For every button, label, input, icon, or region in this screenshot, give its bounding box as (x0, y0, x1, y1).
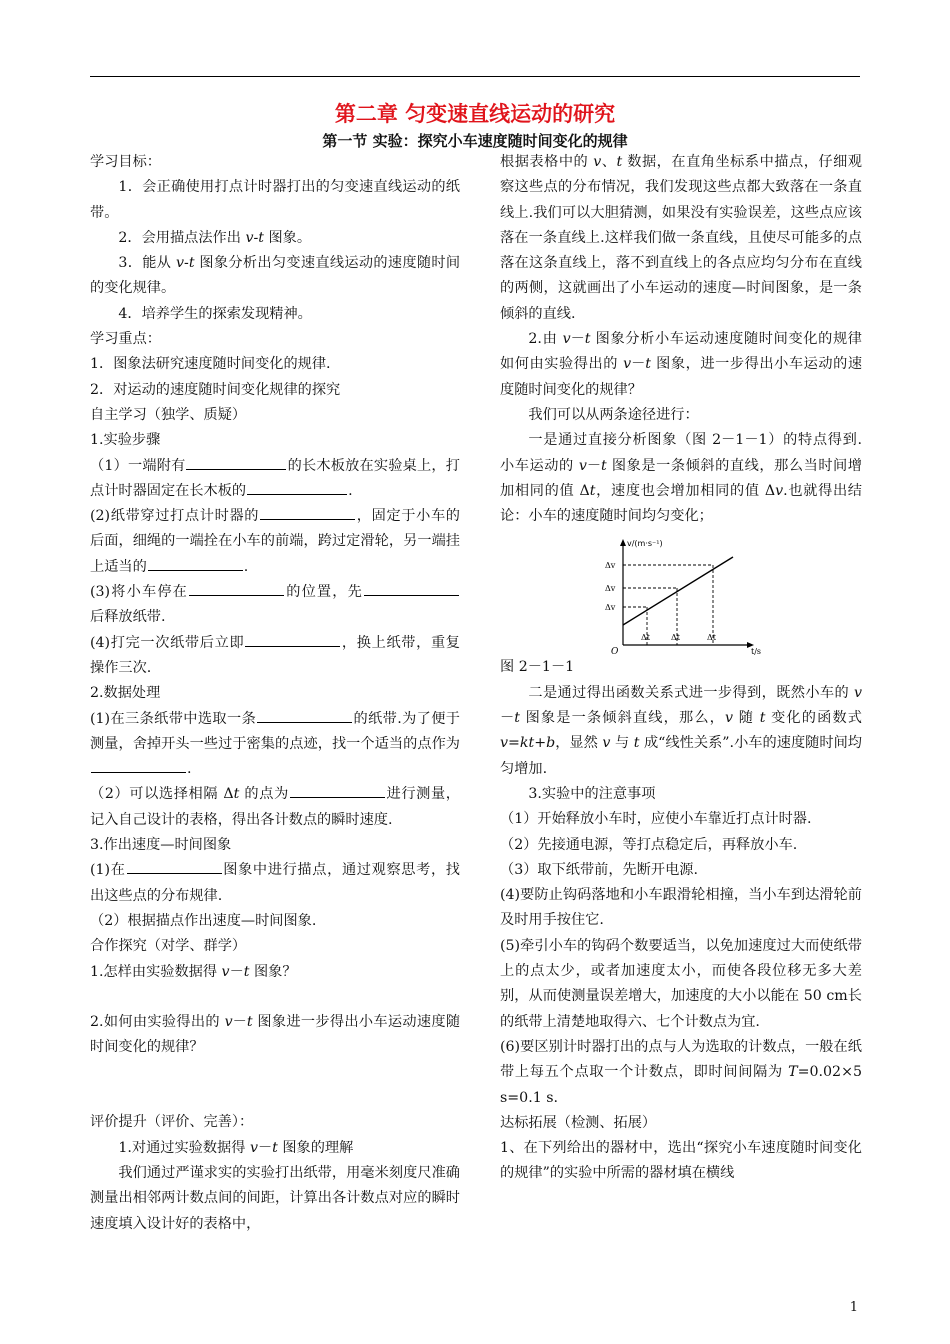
note-3: （3）取下纸带前，先断开电源. (500, 861, 698, 878)
coop-heading: 合作探究（对学、群学） (90, 938, 247, 955)
para-1: 根据表格中的 v、t 数据，在直角坐标系中描点，仔细观察这些点的分布情况，我们发现这些点都大致落在一条直线上.我们可以大胆猜测，如果没有实验误差，这些点应该落在一条直线上.这样我们做一条直线，且使尽可能多的点落在这条直线上，落不到直线上的各点应均匀分布在直线的两侧，这就画出了小车运动的速度—时间图象，是一条倾斜的直线. (500, 154, 862, 322)
self-study-heading: 自主学习（独学、质疑） (90, 406, 247, 423)
vt-figure (500, 537, 862, 655)
right-column (500, 150, 862, 1187)
key-2: 2．对运动的速度随时间变化规律的探究 (90, 381, 341, 398)
x-axis-label: t/s (751, 647, 762, 656)
para-3: 我们可以从两条途径进行： (528, 406, 699, 423)
step-3: (3)将小车停在 的位置，先后释放纸带. (90, 580, 460, 631)
goals-heading: 学习目标： (90, 154, 161, 170)
para-4: 一是通过直接分析图象（图 2－1－1）的特点得到.小车运动的 v－t 图象是一条倾斜的直线，那么当时间增加相同的值 Δt，速度也会增加相同的值 Δv.也就得出结论：小车的速度随时间均匀变化； (500, 432, 862, 525)
question-1: 1.怎样由实验数据得 v－t 图象？ (90, 963, 297, 980)
para-5: 二是通过得出函数关系式进一步得到，既然小车的 v－t 图象是一条倾斜直线，那么，v 随 t 变化的函数式 v=kt+b，显然 v 与 t 成“线性关系”.小车的速度随时间均匀增加. (500, 684, 862, 777)
chapter-title: 第二章 匀变速直线运动的研究 (334, 102, 616, 126)
notes-heading: 3.实验中的注意事项 (528, 785, 656, 802)
graph-heading: 3.作出速度—时间图象 (90, 837, 232, 854)
step-2: (2)纸带穿过打点计时器的 ，固定于小车的后面，细绳的一端拴在小车的前端，跨过定滑轮，另一端挂上适当的 . (90, 504, 460, 580)
eval-heading: 评价提升（评价、完善）： (90, 1114, 254, 1131)
y-axis-label: v/(m·s⁻¹) (627, 539, 663, 549)
delta-v-label: Δv (605, 603, 616, 613)
y-axis-arrow (620, 539, 626, 546)
delta-t-label: Δt (707, 633, 716, 643)
origin-label: O (611, 647, 619, 656)
goal-2: 2．会用描点法作出 v-t 图象。 (118, 229, 312, 246)
fill-blank (290, 782, 385, 798)
data-2: （2）可以选择相隔 Δt 的点为 进行测量，记入自己设计的表格，得出各计数点的瞬时速度. (90, 782, 460, 833)
left-column (90, 150, 460, 1237)
note-2: （2）先接通电源，等打点稳定后，再释放小车. (500, 836, 798, 853)
spacer (90, 1060, 460, 1110)
page-number: 1 (849, 1300, 858, 1315)
step-4: (4)打完一次纸带后立即 ，换上纸带，重复操作三次. (90, 631, 460, 682)
fill-blank (127, 858, 222, 874)
extension-heading: 达标拓展（检测、拓展） (500, 1114, 657, 1131)
delta-v-label: Δv (605, 584, 616, 594)
delta-t-label: Δt (671, 633, 680, 643)
extension-1: 1、在下列给出的器材中，选出“探究小车速度随时间变化的规律”的实验中所需的器材填在横线 (500, 1140, 862, 1182)
goal-3: 3．能从 v-t 图象分析出匀变速直线运动的速度随时间的变化规律。 (90, 255, 461, 297)
key-1: 1．图象法研究速度随时间变化的规律. (90, 356, 331, 373)
note-6: (6)要区别计时器打出的点与人为选取的计数点，一般在纸带上每五个点取一个计数点，即时间间隔为 T=0.02×5 s=0.1 s. (500, 1038, 862, 1106)
fill-blank (260, 504, 355, 520)
fill-blank (91, 757, 186, 773)
step-1: （1）一端附有 的长木板放在实验桌上，打点计时器固定在长木板的 . (90, 454, 460, 505)
graph-1: (1)在 图象中进行描点，通过观察思考，找出这些点的分布规律. (90, 858, 460, 909)
note-1: （1）开始释放小车时，应使小车靠近打点计时器. (500, 811, 812, 828)
top-rule (90, 76, 860, 77)
graph-2: （2）根据描点作出速度—时间图象. (90, 912, 317, 929)
data-1: (1)在三条纸带中选取一条 的纸带.为了便于测量，舍掉开头一些过于密集的点迹，找一个适当的点作为. (90, 707, 460, 783)
fill-blank (245, 631, 340, 647)
spacer (90, 985, 460, 1010)
eval-1-heading: 1.对通过实验数据得 v－t 图象的理解 (118, 1139, 354, 1156)
question-2: 2.如何由实验得出的 v－t 图象进一步得出小车运动速度随时间变化的规律？ (90, 1013, 461, 1056)
goal-1: 1．会正确使用打点计时器打出的匀变速直线运动的纸带。 (90, 179, 460, 221)
fill-blank (189, 580, 284, 596)
steps-heading: 1.实验步骤 (90, 432, 161, 449)
fill-blank (186, 454, 286, 470)
figure-caption: 图 2－1－1 (500, 659, 575, 676)
fill-blank (148, 555, 243, 571)
vt-graph (591, 537, 771, 655)
eval-1-text: 我们通过严谨求实的实验打出纸带，用毫米刻度尺准确测量出相邻两计数点间的间距，计算出各计数点对应的瞬时速度填入设计好的表格中， (90, 1164, 460, 1232)
key-heading: 学习重点： (90, 331, 161, 348)
fill-blank (247, 479, 347, 495)
goal-4: 4．培养学生的探索发现精神。 (118, 305, 312, 322)
vt-line (623, 557, 733, 625)
note-4: (4)要防止钩码落地和小车跟滑轮相撞，当小车到达滑轮前及时用手按住它. (500, 887, 862, 929)
fill-blank (364, 580, 459, 596)
para-2: 2.由 v－t 图象分析小车运动速度随时间变化的规律如何由实验得出的 v－t 图象，进一步得出小车运动的速度随时间变化的规律？ (500, 331, 863, 398)
section-title: 第一节 实验：探究小车速度随时间变化的规律 (322, 132, 628, 150)
delta-t-label: Δt (641, 633, 650, 643)
delta-v-label: Δv (605, 561, 616, 571)
note-5: (5)牵引小车的钩码个数要适当，以免加速度过大而使纸带上的点太少，或者加速度太小，而使各段位移无多大差别，从而使测量误差增大，加速度的大小以能在 50 cm长的纸带上清楚地取得六、七个计数点为宜. (500, 937, 862, 1030)
data-heading: 2.数据处理 (90, 685, 161, 702)
fill-blank (257, 707, 352, 723)
